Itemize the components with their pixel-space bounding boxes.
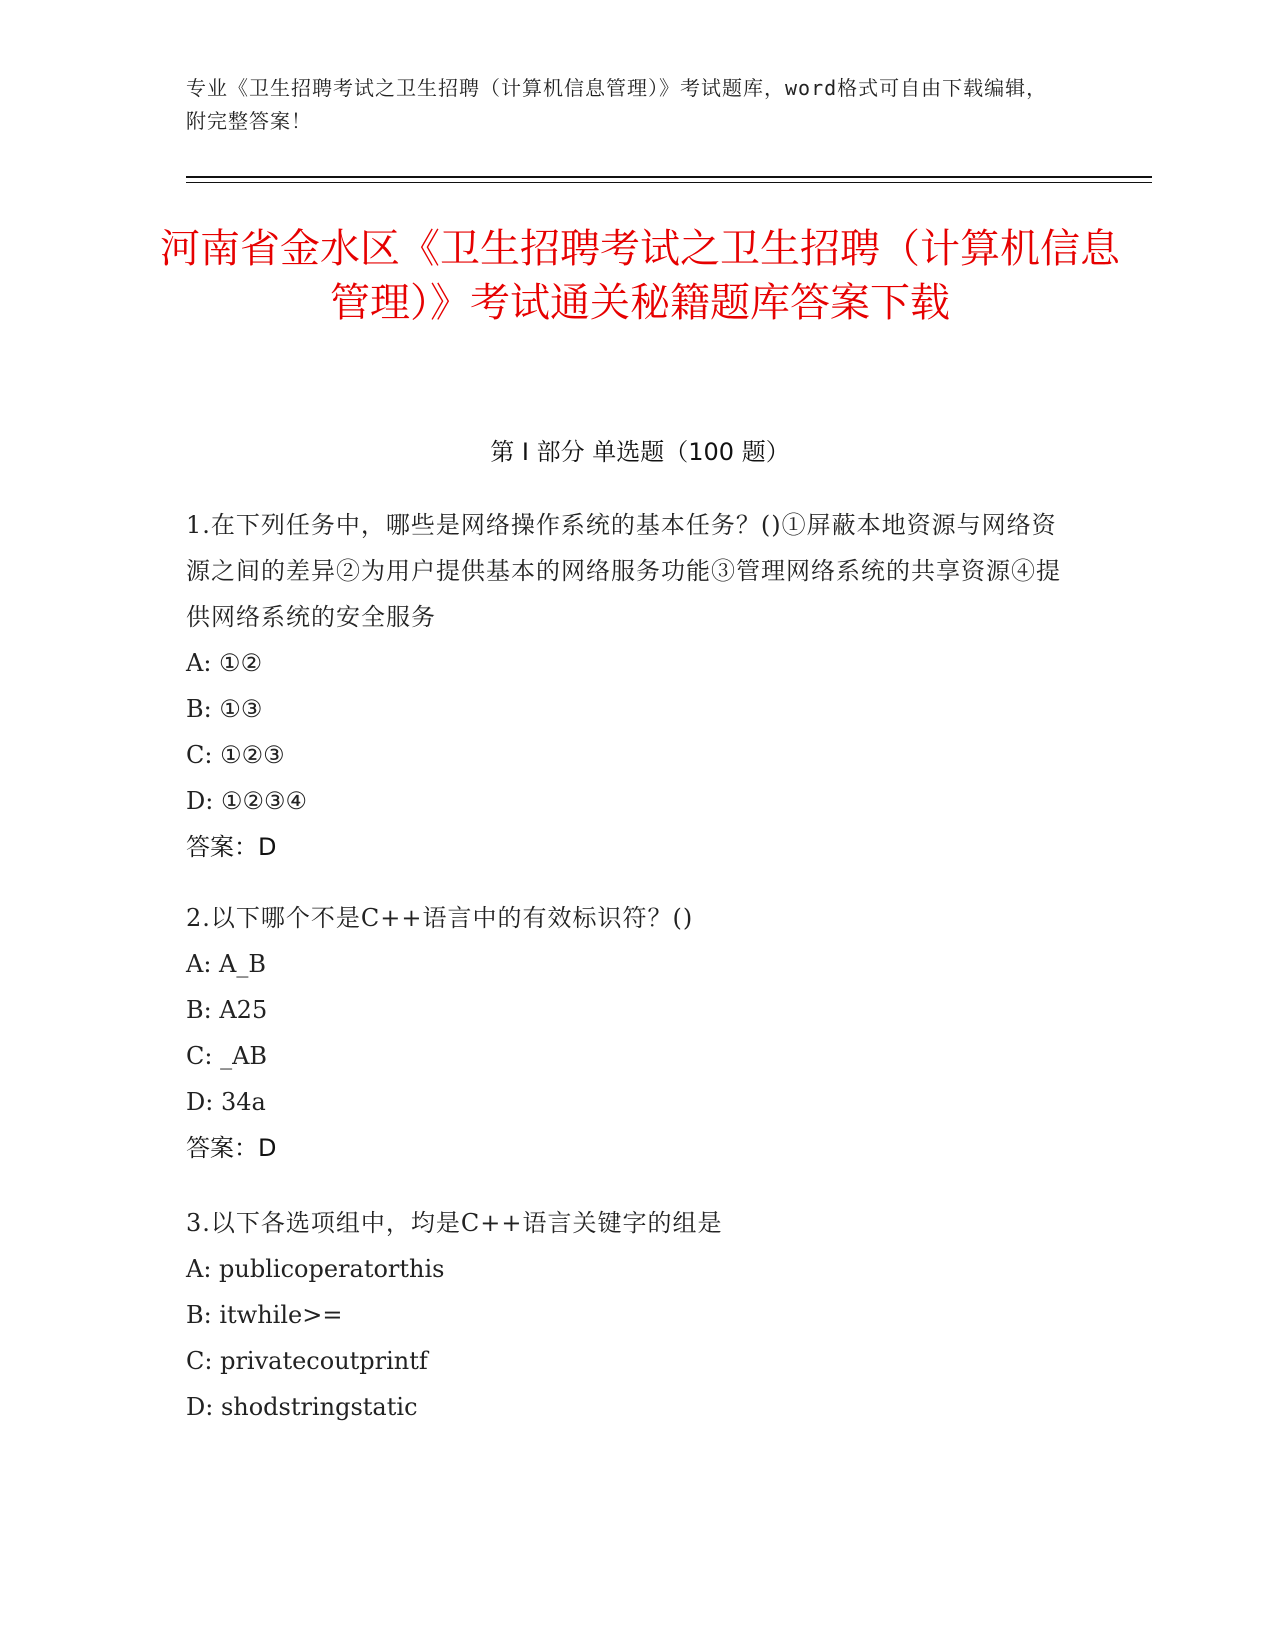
question-2 (186, 895, 1066, 1171)
option-c: C: _AB (186, 1042, 268, 1070)
question-text: 2.以下哪个不是C++语言中的有效标识符？() (186, 904, 694, 932)
section-title: 第 I 部分 单选题（100 题） (490, 438, 790, 466)
question-text: 3.以下各选项组中，均是C++语言关键字的组是 (186, 1209, 723, 1237)
header-note: 专业《卫生招聘考试之卫生招聘（计算机信息管理）》考试题库，word格式可自由下载编辑，附完整答案！ (186, 76, 1048, 133)
option-a: A: publicoperatorthis (186, 1255, 445, 1283)
option-d: D: 34a (186, 1088, 266, 1116)
option-c: C: ①②③ (186, 741, 285, 769)
option-d: D: ①②③④ (186, 787, 308, 815)
option-c: C: privatecoutprintf (186, 1347, 428, 1375)
answer: 答案：D (186, 1134, 277, 1162)
header-rule (186, 176, 1152, 178)
question-3 (186, 1200, 1066, 1430)
option-a: A: A_B (186, 950, 267, 978)
option-d: D: shodstringstatic (186, 1393, 418, 1421)
question-1 (186, 502, 1066, 870)
option-b: B: ①③ (186, 695, 263, 723)
question-text: 1.在下列任务中，哪些是网络操作系统的基本任务？()①屏蔽本地资源与网络资源之间的差异②为用户提供基本的网络服务功能③管理网络系统的共享资源④提供网络系统的安全服务 (186, 511, 1061, 631)
option-a: A: ①② (186, 649, 263, 677)
document-title: 河南省金水区《卫生招聘考试之卫生招聘（计算机信息管理）》考试通关秘籍题库答案下载 (160, 226, 1120, 326)
answer: 答案：D (186, 833, 277, 861)
option-b: B: itwhile>= (186, 1301, 343, 1329)
option-b: B: A25 (186, 996, 268, 1024)
header-rule-thin (186, 182, 1152, 183)
